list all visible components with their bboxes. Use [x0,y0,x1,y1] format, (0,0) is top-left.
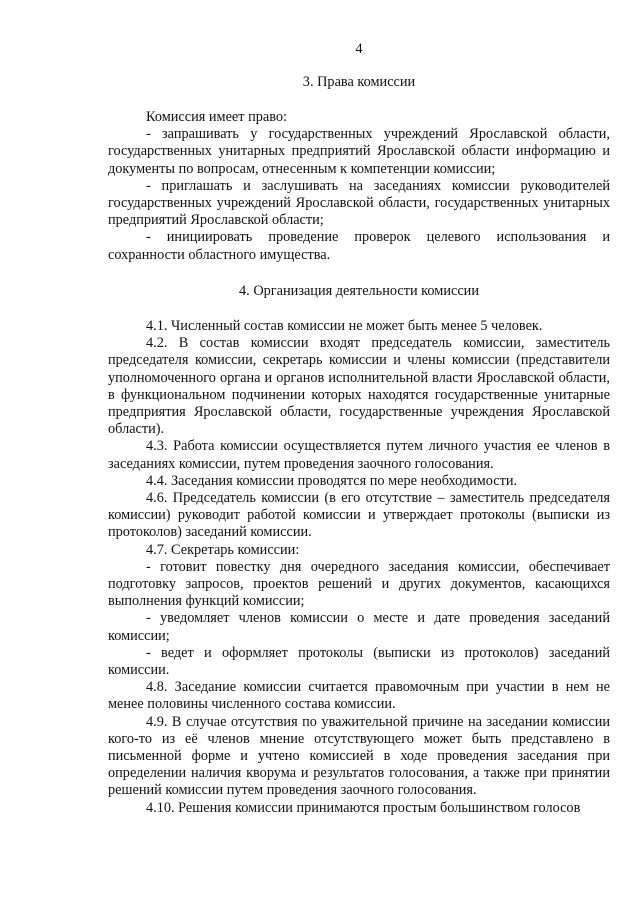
section-3-item: - инициировать проведение проверок целевого использования и сохранности областного имущества. [108,229,610,263]
page-number: 4 [355,41,363,57]
section-3-intro: Комиссия имеет право: [146,109,288,125]
section-4-body [108,318,610,817]
paragraph-4-10: 4.10. Решения комиссии принимаются простым большинством голосов [146,799,581,816]
paragraph-4-7-item: - ведет и оформляет протоколы (выписки из протоколов) заседаний комиссии. [108,644,610,679]
paragraph-4-3: 4.3. Работа комиссии осуществляется путем личного участия ее членов в заседаниях комиссии, путем проведения заочного голосования. [108,438,610,472]
section-4-heading: 4. Организация деятельности комиссии [239,283,479,299]
section-3-body [108,109,610,264]
section-3-item: - запрашивать у государственных учреждений Ярославской области, государственных унитарных предприятий Ярославской области информацию и документы по вопросам, отнесенным к компетенции комиссии; [108,126,610,177]
paragraph-4-7-item: - готовит повестку дня очередного заседания комиссии, обеспечивает подготовку запросов, проектов решений и других документов, касающихся выполнения функций комиссии; [108,558,610,610]
section-3-heading: 3. Права комиссии [302,74,416,90]
paragraph-4-8: 4.8. Заседание комиссии считается правомочным при участии в нем не менее половины численного состава комиссии. [108,679,610,713]
paragraph-4-9: 4.9. В случае отсутствия по уважительной причине на заседании комиссии кого-то из её членов мнение отсутствующего может быть представлено в письменной форме и учтено комиссией в ходе проведения заседания при определении наличия кворума и результатов голосования, а также при принятии решений комиссии путем проведения заочного голосования. [108,713,610,799]
paragraph-4-7: 4.7. Секретарь комиссии: [146,541,300,558]
paragraph-4-4: 4.4. Заседания комиссии проводятся по мере необходимости. [146,472,518,489]
section-3-item: - приглашать и заслушивать на заседаниях комиссии руководителей государственных учреждений Ярославской области, государственных унитарных предприятий Ярославской области; [108,177,610,229]
paragraph-4-7-item: - уведомляет членов комиссии о месте и дате проведения заседаний комиссии; [108,610,610,644]
paragraph-4-2: 4.2. В состав комиссии входят председатель комиссии, заместитель председателя комиссии, секретарь комиссии и члены комиссии (представители уполномоченного органа и органов исполнительной власти Ярославской области, в функциональном подчинении которых находятся государственные унитарные предприятия Ярославской области, государственные учреждения Ярославской области). [108,335,610,438]
paragraph-4-6: 4.6. Председатель комиссии (в его отсутствие – заместитель председателя комиссии) руководит работой комиссии и утверждает протоколы (выписки из протоколов) заседаний комиссии. [108,490,610,541]
paragraph-4-1: 4.1. Численный состав комиссии не может быть менее 5 человек. [146,318,543,334]
